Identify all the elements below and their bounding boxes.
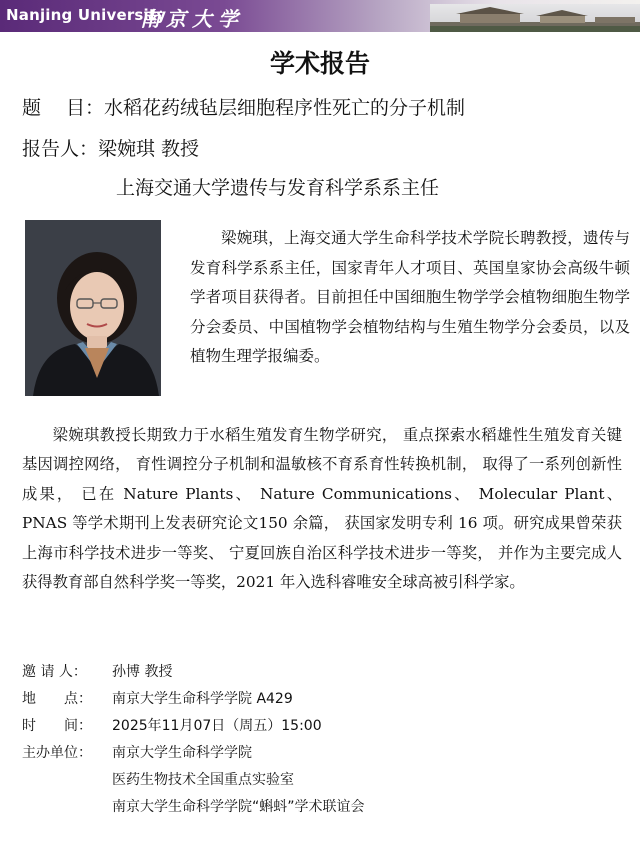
research-summary	[22, 421, 622, 597]
host-value-1: 南京大学生命科学学院	[112, 745, 252, 761]
speaker-label: 报告人：	[22, 138, 99, 160]
host-row-3	[112, 796, 365, 816]
time-value: 2025年11月07日（周五）15:00	[112, 718, 322, 734]
host-value-3: 南京大学生命科学学院“蝌蚪”学术联谊会	[112, 799, 365, 815]
host-row	[22, 742, 252, 762]
topic-label: 题 目：	[22, 97, 105, 119]
inviter-value: 孙博 教授	[112, 664, 173, 680]
host-value-2: 医药生物技术全国重点实验室	[112, 772, 294, 788]
time-row	[22, 715, 322, 735]
page-title: 学术报告	[269, 49, 370, 78]
university-name-en: Nanjing University	[6, 6, 167, 24]
research-paragraph: 梁婉琪教授长期致力于水稻生殖发育生物学研究， 重点探索水稻雄性生殖发育关键基因调控网络， 育性调控分子机制和温敏核不育系育性转换机制， 取得了一系列创新性成果， 已在 Nature Plants、 Nature Communications、 Molecular Plant、 PNAS 等学术期刊上发表研究论文150 余篇， 获国家发明专利 16 项。研究成果曾荣获上海市科学技术进步一等奖、 宁夏回族自治区科学技术进步一等奖， 并作为主要完成人获得教育部自然科学奖一等奖，2021 年入选科睿唯安全球高被引科学家。	[22, 426, 622, 592]
speaker-affiliation: 上海交通大学遗传与发育科学系系主任	[116, 177, 440, 199]
bio-paragraph: 梁婉琪，上海交通大学生命科学技术学院长聘教授，遗传与发育科学系系主任，国家青年人才项目、英国皇家协会高级牛顿学者项目获得者。目前担任中国细胞生物学学会植物细胞生物学分会委员、中国植物学会植物结构与生殖生物学分会委员，以及植物生理学报编委。	[190, 229, 630, 366]
host-row-2	[112, 769, 294, 789]
university-name-cn: 南京大学	[140, 7, 244, 31]
host-label: 主办单位：	[22, 745, 92, 761]
inviter-label: 邀 请 人：	[22, 664, 87, 680]
time-label: 时 间：	[22, 718, 92, 734]
campus-photo	[430, 4, 640, 32]
speaker-row	[22, 134, 199, 161]
location-value: 南京大学生命科学学院 A429	[112, 691, 293, 707]
location-label: 地 点：	[22, 691, 92, 707]
location-row	[22, 688, 293, 708]
speaker-bio	[190, 224, 630, 372]
topic-value: 水稻花药绒毡层细胞程序性死亡的分子机制	[104, 97, 466, 119]
speaker-photo	[25, 220, 161, 396]
speaker-name: 梁婉琪 教授	[98, 138, 200, 160]
topic-row	[22, 93, 465, 120]
portrait-image	[25, 220, 161, 396]
inviter-row	[22, 661, 172, 681]
header-banner	[0, 0, 640, 32]
